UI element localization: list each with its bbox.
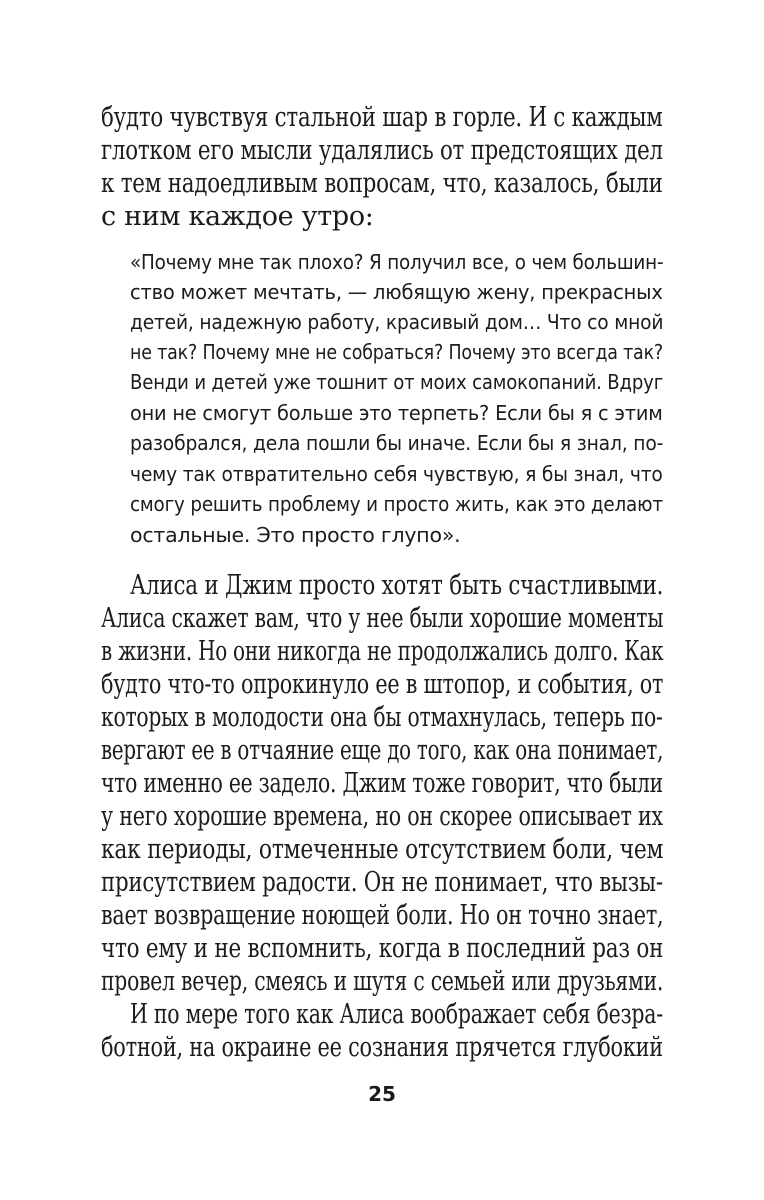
quote-line: разобрался, дела пошли бы иначе. Если бы я знал, по-: [130, 431, 664, 455]
quote-line: Венди и детей уже тошнит от моих самокопаний. Вдруг: [130, 370, 664, 394]
page-number: 25: [368, 1082, 396, 1106]
quote-line: смогу решить проблему и просто жить, как это делают: [130, 492, 663, 516]
quote-line: они не смогут больше это терпеть? Если бы я с этим: [130, 401, 663, 425]
quote-line: «Почему мне так плохо? Я получил все, о чем большин-: [130, 250, 664, 274]
text-line: что ему и не вспомнить, когда в последний раз он: [101, 933, 664, 964]
quote-line: не так? Почему мне не собраться? Почему это всегда так?: [130, 340, 664, 364]
quote-line: остальные. Это просто глупо».: [130, 523, 461, 547]
quote-line: детей, надежную работу, красивый дом… Что со мной: [130, 310, 664, 334]
text-line: к тем надоедливым вопросам, что, казалось, были: [101, 168, 663, 199]
text-line: Алиса и Джим просто хотят быть счастливыми.: [130, 570, 664, 601]
text-line: у него хорошие времена, но он скорее описывает их: [101, 801, 663, 832]
text-line: в жизни. Но они никогда не продолжались долго. Как: [101, 636, 664, 667]
quote-line: ство может мечтать, — любящую жену, прекрасных: [130, 280, 663, 304]
text-line: Алиса скажет вам, что у нее были хорошие моменты: [101, 603, 664, 634]
text-line: как периоды, отмеченные отсутствием боли, чем: [101, 834, 664, 865]
text-line: глотком его мысли удалялись от предстоящих дел: [101, 135, 663, 166]
text-line: которых в молодости она бы отмахнулась, теперь по-: [101, 702, 663, 733]
text-line: будто что-то опрокинуло ее в штопор, и события, от: [101, 669, 664, 700]
text-line: вергают ее в отчаяние еще до того, как она понимает,: [101, 735, 664, 766]
text-line: вает возвращение ноющей боли. Но он точно знает,: [101, 900, 664, 931]
text-line: с ним каждое утро:: [101, 201, 374, 232]
text-line: ботной, на окраине ее сознания прячется глубокий: [101, 1032, 663, 1063]
text-line: провел вечер, смеясь и шутя с семьей или друзьями.: [101, 966, 664, 997]
quote-line: чему так отвратительно себя чувствую, я бы знал, что: [130, 462, 663, 486]
text-line: будто чувствуя стальной шар в горле. И с каждым: [101, 102, 663, 133]
text-line: присутствием радости. Он не понимает, что вызы-: [101, 867, 663, 898]
text-line: что именно ее задело. Джим тоже говорит, что были: [101, 768, 663, 799]
text-line: И по мере того как Алиса воображает себя безра-: [130, 999, 663, 1030]
